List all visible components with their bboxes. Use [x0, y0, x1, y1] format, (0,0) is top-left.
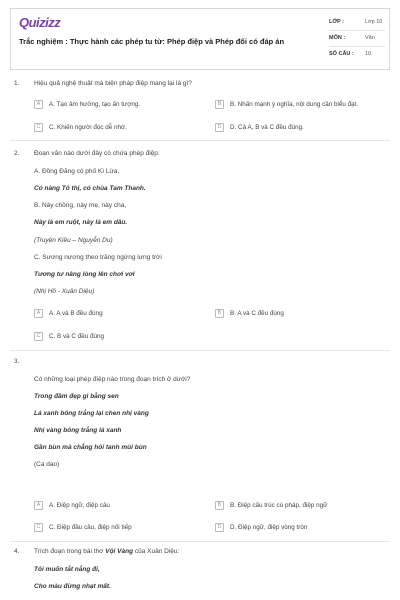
meta-panel	[329, 15, 385, 62]
option-text: C. Điệp đầu câu, điệp nối tiếp	[49, 523, 132, 531]
option-b[interactable]	[215, 98, 395, 110]
passage-line: Tương tư nâng lòng lên chơi vơi	[34, 271, 135, 278]
option-letter: B	[215, 501, 224, 510]
option-text: D. Cả A, B và C đều đúng.	[230, 123, 304, 131]
poem-title: Vội Vàng	[105, 548, 134, 555]
option-text: A. A và B đều đúng	[49, 309, 103, 317]
option-letter: D	[215, 523, 224, 532]
page-title: Trắc nghiệm : Thực hành các phép tu từ: Phép điệp và Phép đối có đáp án	[19, 37, 285, 46]
worksheet-header	[10, 8, 390, 70]
question-text-prefix: Trích đoạn trong bài thơ	[34, 548, 106, 555]
option-a[interactable]	[34, 307, 204, 319]
option-text: B. Điệp cấu trúc cú pháp, điệp ngữ	[230, 501, 328, 509]
option-letter: C	[34, 523, 43, 532]
option-c[interactable]	[34, 121, 204, 133]
option-c[interactable]	[34, 330, 204, 342]
meta-key: MÔN :	[329, 35, 346, 41]
passage-line: B. Này chồng, này mẹ, này cha,	[34, 202, 127, 209]
question-text	[34, 548, 374, 555]
option-text: B. A và C đều đúng	[230, 309, 284, 317]
option-text: C. B và C đều đúng	[49, 332, 104, 340]
passage-line: Cho màu đừng nhạt mất.	[34, 583, 111, 590]
passage-line: Này là em ruột, này là em dâu.	[34, 219, 128, 226]
passage-line	[34, 168, 119, 175]
meta-row-count	[329, 47, 385, 62]
passage-line: Lá xanh bông trắng lại chen nhị vàng	[34, 410, 149, 417]
option-text: D. Điệp ngữ, điệp vòng tròn	[230, 523, 308, 531]
option-letter: A	[34, 100, 43, 109]
passage-line: Gần bùn mà chẳng hôi tanh mùi bùn	[34, 444, 147, 451]
option-c[interactable]	[34, 521, 204, 533]
option-d[interactable]	[215, 521, 385, 533]
question-divider	[10, 350, 390, 351]
option-letter: D	[215, 123, 224, 132]
question-number: 3.	[14, 358, 20, 365]
source-citation: (Ca dao)	[34, 461, 60, 468]
brand-logo: Quizizz	[19, 15, 61, 30]
option-text: C. Khiến người đọc dễ nhớ.	[49, 123, 127, 131]
passage-line: C. Sương nương theo trăng ngừng lưng trời	[34, 254, 162, 261]
option-text: A. Tạo âm hưởng, tạo ấn tượng.	[49, 100, 141, 108]
meta-row-class	[329, 15, 385, 31]
meta-key: LỚP :	[329, 19, 344, 25]
question-text: Có những loại phép điệp nào trong đoạn trích ở dưới?	[34, 376, 191, 383]
option-text: B. Nhấn mạnh ý nghĩa, nội dung cần biểu đạt.	[230, 100, 359, 108]
question-text: Đoạn văn nào dưới đây có chứa phép điệp:	[34, 150, 160, 157]
option-letter: A	[34, 309, 43, 318]
option-a[interactable]	[34, 499, 204, 511]
source-citation: (Nhị Hồ - Xuân Diệu)	[34, 288, 95, 295]
question-text: Hiệu quả nghệ thuật mà biện pháp điệp mang lại là gì?	[34, 80, 192, 87]
option-d[interactable]	[215, 121, 385, 133]
meta-key: SỐ CÂU :	[329, 51, 354, 57]
question-number: 2.	[14, 150, 20, 157]
passage-line: Trong đầm đẹp gì bằng sen	[34, 393, 119, 400]
option-b[interactable]	[215, 307, 385, 319]
question-text-suffix: của Xuân Diệu:	[133, 548, 180, 555]
option-letter: C	[34, 123, 43, 132]
option-text: A. Điệp ngữ, điệp câu	[49, 501, 110, 509]
option-a[interactable]	[34, 98, 204, 110]
source-citation: (Truyện Kiều – Nguyễn Du)	[34, 237, 113, 244]
meta-value: Lớp 10	[365, 19, 383, 25]
passage-line: Tôi muốn tắt nắng đi,	[34, 566, 100, 573]
meta-row-subject	[329, 31, 385, 47]
passage-line: Nhị vàng bông trắng lá xanh	[34, 427, 122, 434]
meta-value: 10	[365, 51, 372, 57]
question-divider	[10, 541, 390, 542]
passage-line: Có nàng Tô thị, có chùa Tam Thanh.	[34, 185, 146, 192]
question-number: 4.	[14, 548, 20, 555]
question-divider	[10, 140, 390, 141]
option-letter: B	[215, 100, 224, 109]
meta-value: Văn	[365, 35, 375, 41]
passage-text: A. Đồng Đăng có phố Kì Lừa,	[34, 168, 120, 175]
option-letter: B	[215, 309, 224, 318]
option-letter: A	[34, 501, 43, 510]
question-number: 1.	[14, 80, 20, 87]
option-b[interactable]	[215, 499, 395, 511]
option-letter: C	[34, 332, 43, 341]
